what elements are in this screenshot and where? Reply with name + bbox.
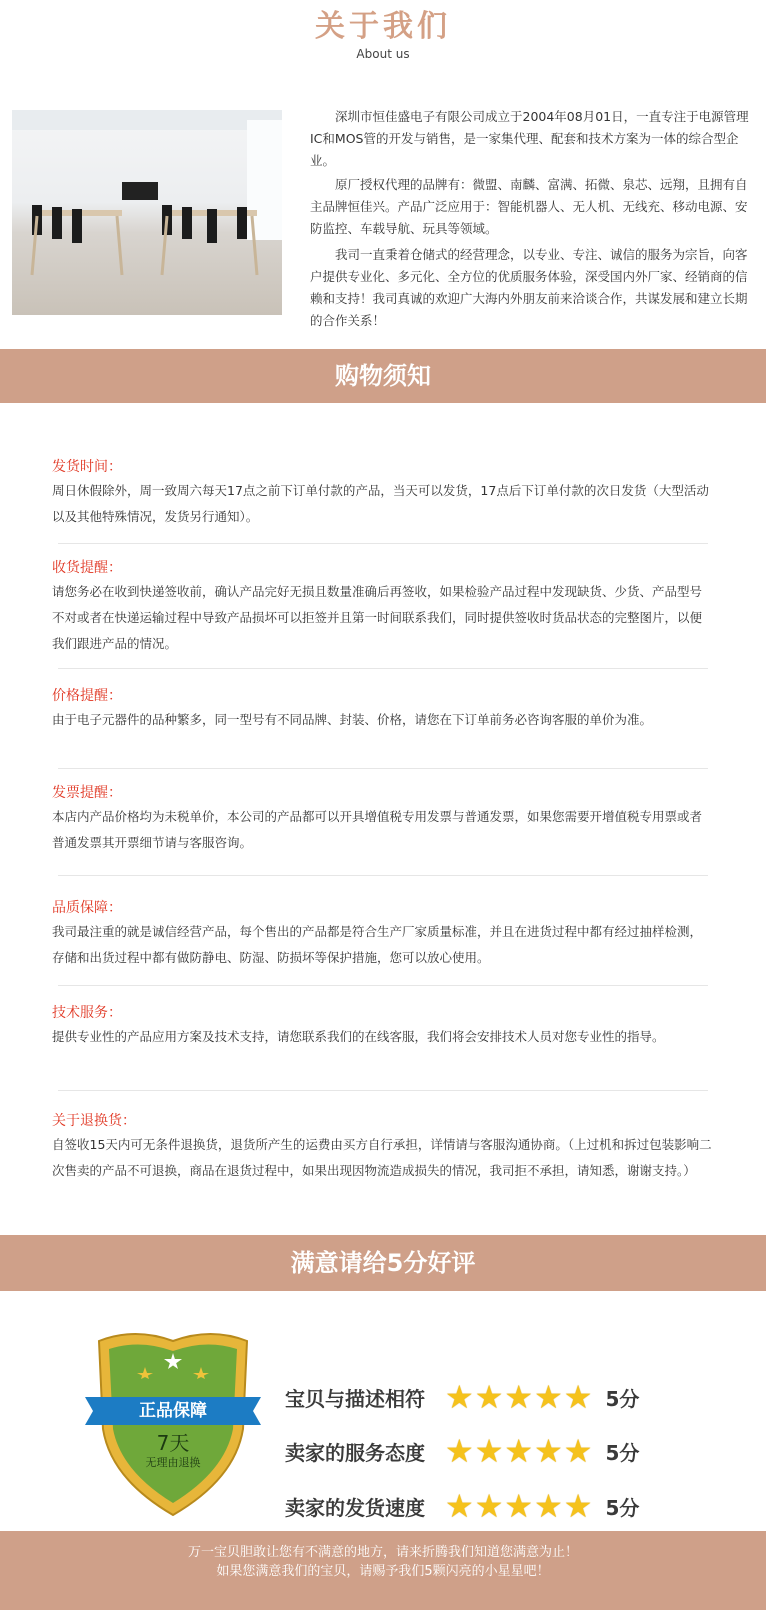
divider [58, 985, 708, 986]
star-icon: ★ [445, 1487, 474, 1525]
section-heading: 技术服务： [52, 1005, 122, 1021]
notice-section-quality [52, 897, 712, 985]
star-icon: ★ [445, 1432, 474, 1470]
footer-line: 万一宝贝胆敢让您有不满意的地方，请来折腾我们知道您满意为止！ [187, 1545, 578, 1560]
guarantee-badge [85, 1319, 261, 1519]
rating-label: 卖家的发货速度 [285, 1495, 425, 1520]
badge-note: 无理由退换 [145, 1456, 201, 1469]
divider [58, 1090, 708, 1091]
notice-section-returns [52, 1110, 712, 1235]
rating-row [285, 1486, 639, 1526]
star-icon: ★ [563, 1432, 593, 1470]
rating-row [285, 1377, 639, 1417]
divider [58, 668, 708, 669]
notice-section-price [52, 685, 712, 768]
about-subtitle: About us [356, 47, 410, 61]
intro-paragraph: 我司一直秉着仓储式的经营理念，以专业、专注、诚信的服务为宗旨，向客户提供专业化、多元化、全方位的优质服务体验，深受国内外厂家、经销商的信赖和支持！我司真诚的欢迎广大海内外朋友前来洽谈合作，共谋发展和建立长期的合作关系！ [310, 247, 748, 328]
star-icon: ★ [504, 1487, 534, 1525]
star-icon: ★ [474, 1487, 504, 1525]
star-icon: ★ [534, 1487, 563, 1525]
footer-banner [0, 1531, 766, 1610]
rating-label: 宝贝与描述相符 [285, 1386, 425, 1411]
section-heading: 发货时间： [52, 459, 122, 475]
badge-days: 7天 [156, 1431, 190, 1455]
star-icon: ★ [445, 1378, 474, 1416]
badge-text [85, 1397, 261, 1470]
rating-score: 5分 [605, 1440, 640, 1465]
star-icon: ★ [504, 1432, 534, 1470]
notice-section-receiving [52, 557, 712, 668]
about-title: 关于我们 [315, 9, 451, 44]
footer-line: 如果您满意我们的宝贝，请赐予我们5颗闪亮的小星星吧！ [216, 1564, 550, 1579]
notice-section-tech [52, 1002, 712, 1090]
star-icon: ★ [534, 1378, 563, 1416]
section-body: 自签收15天内可无条件退换货，退货所产生的运费由买方自行承担，详情请与客服沟通协商。（上过机和拆过包装影响二次售卖的产品不可退换，商品在退货过程中，如果出现因物流造成损失的情况，我司拒不承担，请知悉，谢谢支持。） [52, 1137, 712, 1178]
rating-label: 卖家的服务态度 [285, 1440, 425, 1465]
rating-area [0, 1291, 766, 1531]
star-icon: ★ [474, 1432, 504, 1470]
star-icon: ★ [563, 1487, 593, 1525]
section-body: 提供专业性的产品应用方案及技术支持，请您联系我们的在线客服，我们将会安排技术人员对您专业性的指导。 [52, 1029, 665, 1044]
star-icon: ★ [504, 1378, 534, 1416]
section-body: 请您务必在收到快递签收前，确认产品完好无损且数量准确后再签收，如果检验产品过程中发现缺货、少货、产品型号不对或者在快递运输过程中导致产品损坏可以拒签并且第一时间联系我们，同时提供签收时货品状态的完整图片，以便我们跟进产品的情况。 [52, 584, 703, 651]
intro-paragraph: 深圳市恒佳盛电子有限公司成立于2004年08月01日，一直专注于电源管理IC和MOS管的开发与销售，是一家集代理、配套和技术方案为一体的综合型企业。 [310, 109, 749, 168]
section-body: 我司最注重的就是诚信经营产品，每个售出的产品都是符合生产厂家质量标准，并且在进货过程中都有经过抽样检测，存储和出货过程中都有做防静电、防湿、防损坏等保护措施，您可以放心使用。 [52, 924, 703, 965]
rating-score: 5分 [605, 1386, 640, 1411]
divider [58, 768, 708, 769]
section-body: 由于电子元器件的品种繁多，同一型号有不同品牌、封装、价格，请您在下订单前务必咨询客服的单价为准。 [52, 712, 653, 727]
intro-paragraph: 原厂授权代理的品牌有：微盟、南麟、富满、拓微、泉芯、远翔，且拥有自主品牌恒佳兴。产品广泛应用于：智能机器人、无人机、无线充、移动电源、安防监控、车载导航、玩具等领域。 [310, 177, 748, 236]
notice-list [0, 403, 766, 1235]
divider [58, 875, 708, 876]
about-section [0, 0, 766, 349]
shopping-notice-banner: 购物须知 [0, 349, 766, 403]
star-icon: ★ [474, 1378, 504, 1416]
review-banner: 满意请给5分好评 [0, 1235, 766, 1291]
star-icon: ★ [534, 1432, 563, 1470]
section-body: 周日休假除外，周一致周六每天17点之前下订单付款的产品，当天可以发货，17点后下订单付款的次日发货（大型活动以及其他特殊情况，发货另行通知）。 [52, 483, 709, 524]
section-heading: 收货提醒： [52, 560, 122, 576]
notice-section-invoice [52, 782, 712, 875]
star-icon: ★ [563, 1378, 593, 1416]
notice-section-shipping [52, 456, 712, 543]
section-heading: 价格提醒： [52, 688, 122, 704]
section-heading: 发票提醒： [52, 785, 122, 801]
office-photo [12, 110, 282, 315]
section-heading: 关于退换货： [52, 1113, 136, 1129]
badge-ribbon-text: 正品保障 [139, 1401, 207, 1421]
section-body: 本店内产品价格均为未税单价，本公司的产品都可以开具增值税专用发票与普通发票，如果您需要开增值税专用票或者普通发票其开票细节请与客服咨询。 [52, 809, 703, 850]
divider [58, 543, 708, 544]
section-heading: 品质保障： [52, 900, 122, 916]
rating-row [285, 1431, 639, 1471]
rating-score: 5分 [605, 1495, 640, 1520]
